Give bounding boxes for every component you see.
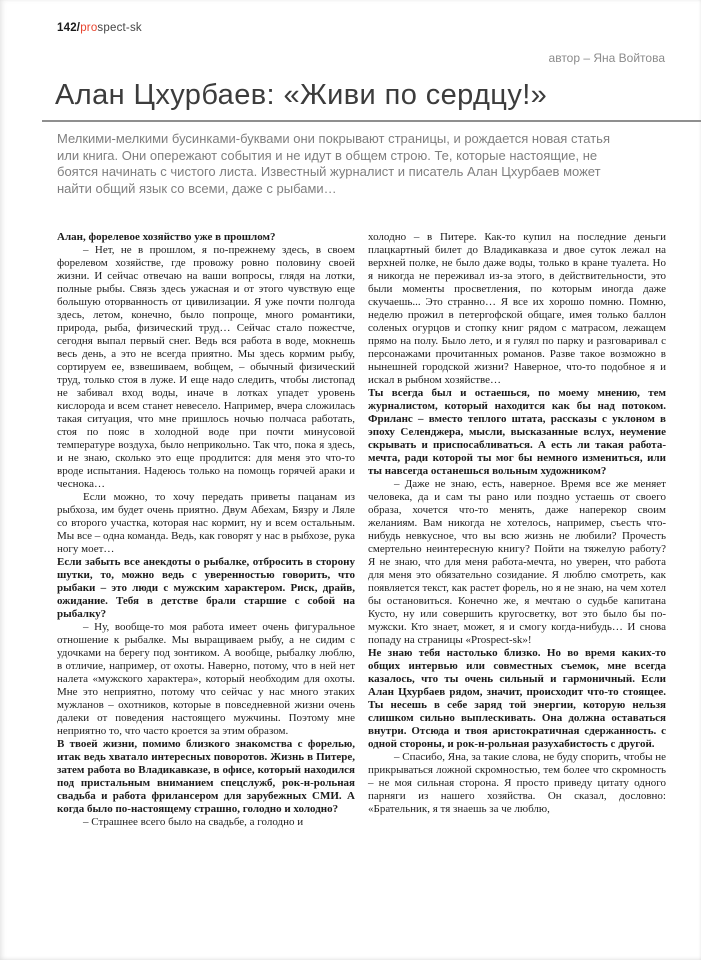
article-body	[57, 231, 666, 829]
magazine-brand: spect-sk	[97, 22, 142, 34]
title-divider-rule	[42, 120, 701, 122]
page-number: 142/	[57, 22, 81, 34]
interview-question: Алан, форелевое хозяйство уже в прошлом?	[57, 231, 276, 243]
author-byline: автор – Яна Войтова	[548, 51, 665, 65]
article-lede: Мелкими-мелкими бусинками-буквами они покрывают страницы, и рождается новая статья или книга. Они опережают события и не идут в общем строю. Те, которые настоящие, не боятся начинать с чистого листа. Известный журналист и писатель Алан Цхурбаев может найти общий язык со всеми, даже с рыбами…	[57, 131, 610, 196]
magazine-brand-highlight: pro	[80, 22, 98, 34]
right-column	[368, 231, 666, 829]
interview-answer: – Даже не знаю, есть, наверное. Время все же меняет человека, да и сам ты рано или поздно устаешь от своего образа, хочется что-то менять, даже наперекор своим желаниям. Вам никогда не хотелось, например, съесть что-нибудь невкусное, что вы всю жизнь не любили? Прочесть смертельно неинтересную книгу? Пойти на тяжелую работу? Я не знаю, что для меня работа-мечта, но уверен, что работа для меня это обязательно созидание. Я люблю смотреть, как появляется текст, как растет форель, но я не знаю, на чем хотел бы остановиться. Конечно же, я мечтаю о судьбе капитана Кусто, ну или совершить кругосветку, вот это было бы по-мужски. Кто знает, может, я и смогу когда-нибудь… И снова попаду на страницы «Prospect-sk»!	[368, 478, 666, 646]
interview-question: В твоей жизни, помимо близкого знакомства с форелью, итак ведь хватало интересных поворотов. Жизнь в Питере, затем работа во Владикавказе, в офисе, который находился под пристальным вниманием спецслужб, рок-н-рольная свадьба и работа фрилансером для зарубежных СМИ. А когда было по-настоящему страшно, голодно и холодно?	[57, 738, 355, 815]
article-title: Алан Цхурбаев: «Живи по сердцу!»	[55, 79, 548, 111]
interview-question: Ты всегда был и остаешься, по моему мнению, тем журналистом, который находится как бы над потоком. Фриланс – вместо теплого штата, рассказы с уклоном в эпоху Селенджера, мысли, высказанные вслух, неумение скрывать и приспосабливаться. А есть ли такая работа-мечта, ради которой ты мог бы немного измениться, или ты навсегда останешься вольным художником?	[368, 387, 666, 477]
interview-answer: – Ну, вообще-то моя работа имеет очень фигуральное отношение к рыбалке. Мы выращиваем рыбу, а не сидим с удочками на берегу под зонтиком. А вообще, рыбалку люблю, в отличие, например, от охоты. Наверно, потому, что в ней нет налета «мужского характера», который необходим для охоты. Мне это неприятно, потому что сейчас у нас много этаких мужланов – охотников, которые в повседневной жизни очень далеки от поведения настоящего мужчины. Поэтому мне неприятно то, что часто кроется за этим образом.	[57, 621, 355, 737]
left-column	[57, 231, 355, 829]
interview-question: Не знаю тебя настолько близко. Но во время каких-то общих интервью или совместных съемок, мне всегда казалось, что ты очень сильный и гармоничный. Если Алан Цхурбаев рядом, значит, происходит что-то стоящее. Ты несешь в себе заряд той энергии, которую нельзя слишком сильно выплескивать. Она должна оставаться внутри. Отсюда и твоя аристократичная сдержанность. с одной стороны, и рок-н-рольная разухабистость с другой.	[368, 647, 666, 750]
interview-answer: Если можно, то хочу передать приветы пацанам из рыбхоза, им будет очень приятно. Двум Абехам, Бязру и Ляле со второго участка, которая нас кормит, ну и всем остальным. Мы все – одна команда. Ведь, как говорят у нас в рыбхозе, рука ногу моет…	[57, 491, 355, 555]
interview-answer: холодно – в Питере. Как-то купил на последние деньги плацкартный билет до Владикавказа и двое суток лежал на верхней полке, не было даже воды, только в кране туалета. Но я никогда не переживал из-за этого, в действительности, это были моменты просветления, по которым иногда даже скучаешь... Это странно… Я все их хорошо помню. Помню, неделю прожил в петергофской общаге, имея только баллон соленых огурцов и стопку книг рядом с матрасом, лежащем прямо на полу. Было лето, и я гулял по парку и разговаривал с персонажами прочитанных романов. Разве такое возможно в нынешней городской жизни? Наверное, что-то подобное я и искал в рыбном хозяйстве…	[368, 231, 666, 386]
interview-question: Если забыть все анекдоты о рыбалке, отбросить в сторону шутки, то, можно ведь с уверенностью говорить, что рыбаки – это люди с мужским характером. Риск, драйв, ожидание. Тебя в детстве брали старшие с собой на рыбалку?	[57, 556, 355, 620]
interview-answer: – Страшнее всего было на свадьбе, а голодно и	[83, 816, 304, 828]
page-header	[57, 22, 142, 34]
interview-answer: – Нет, не в прошлом, я по-прежнему здесь, в своем форелевом хозяйстве, где провожу ровно половину своей жизни. И сейчас отвечаю на ваши вопросы, глядя на лотки, полные рыбы. Связь здесь ужасная и от этого чувствую еще большую оторванность от цивилизации. Я уже почти полгода здесь, летом, конечно, было попроще, много романтики, природа, рыба, физический труд… Сейчас стало пожестче, сегодня выпал первый снег. Ведь вся работа в воде, мокнешь весь день, а это не всегда приятно. Мы здесь кормим рыбу, сортируем ее, взвешиваем, вобщем, – обычный физический труд, только стоя в луже. И еще надо следить, чтобы листопад не забивал вход воды, иначе в лотках упадет уровень кислорода и всем станет невесело. Например, вчера сложилась такая ситуация, что мне пришлось ночью полчаса работать, стоя по пояс в холодной воде при почти минусовой температуре воздуха, было неприкольно. Так что, пока я здесь, и не знаю, сколько это еще продлится: для меня это что-то вроде испытания. Надеюсь только на помощь горячей араки и чеснока…	[57, 244, 355, 490]
interview-answer: – Спасибо, Яна, за такие слова, не буду спорить, чтобы не прикрываться ложной скромностью, тем более что скромность – не моя сильная сторона. Я просто приведу цитату одного парняги из нашего хозяйства. Он сказал, дословно: «Брательник, я тя знаешь за че люблю,	[368, 751, 666, 815]
